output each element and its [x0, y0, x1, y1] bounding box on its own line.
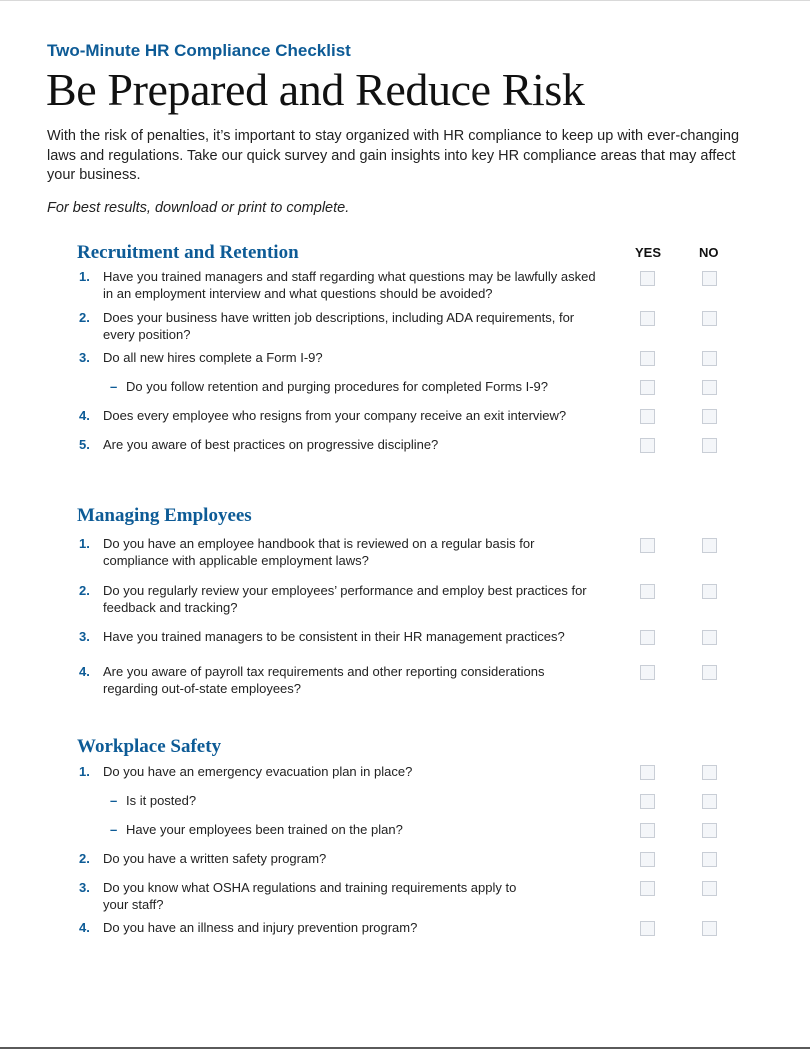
question-text: Do you follow retention and purging procedures for completed Forms I-9?	[126, 379, 548, 394]
yes-checkbox-managing-4[interactable]	[640, 665, 655, 680]
no-checkbox-safety-4[interactable]	[702, 921, 717, 936]
yes-checkbox-managing-3[interactable]	[640, 630, 655, 645]
intro-paragraph: With the risk of penalties, it’s important to stay organized with HR compliance to keep up with ever-changing laws and regulations. Take our quick survey and gain insights into key HR compliance areas that may affect your business.	[47, 128, 740, 184]
question-number: 3.	[79, 350, 90, 365]
question-safety-2	[79, 850, 599, 867]
no-checkbox-recruitment-3-sub[interactable]	[702, 380, 717, 395]
question-number: 5.	[79, 437, 90, 452]
section-title-recruitment: Recruitment and Retention	[77, 242, 299, 263]
page-title: Be Prepared and Reduce Risk	[46, 64, 585, 115]
question-recruitment-3-sub	[79, 378, 599, 395]
no-checkbox-recruitment-2[interactable]	[702, 311, 717, 326]
yes-checkbox-managing-2[interactable]	[640, 584, 655, 599]
question-text: Do you know what OSHA regulations and training requirements apply to your staff?	[103, 880, 517, 912]
question-text: Have you trained managers to be consistent in their HR management practices?	[103, 629, 565, 644]
no-checkbox-managing-3[interactable]	[702, 630, 717, 645]
question-text: Have you trained managers and staff regarding what questions may be lawfully asked in an employment interview and what questions should be avoided?	[103, 269, 596, 301]
question-text: Are you aware of payroll tax requirements and other reporting considerations regarding out-of-state employees?	[103, 664, 545, 696]
question-text: Do you have an emergency evacuation plan in place?	[103, 764, 413, 779]
no-checkbox-safety-2[interactable]	[702, 852, 717, 867]
question-number: 1.	[79, 764, 90, 779]
question-managing-2	[79, 582, 599, 616]
question-safety-3	[79, 879, 519, 913]
yes-column-header: YES	[635, 245, 662, 260]
question-number: 1.	[79, 269, 90, 284]
question-recruitment-2	[79, 309, 599, 343]
question-text: Is it posted?	[126, 793, 197, 808]
yes-checkbox-recruitment-3-sub[interactable]	[640, 380, 655, 395]
sub-question-dash: –	[110, 822, 118, 837]
no-checkbox-managing-4[interactable]	[702, 665, 717, 680]
question-managing-3	[79, 628, 599, 645]
no-checkbox-recruitment-3[interactable]	[702, 351, 717, 366]
yes-checkbox-recruitment-5[interactable]	[640, 438, 655, 453]
checklist-kicker: Two-Minute HR Compliance Checklist	[47, 41, 351, 60]
question-number: 3.	[79, 880, 90, 895]
yes-checkbox-recruitment-1[interactable]	[640, 271, 655, 286]
question-safety-1	[79, 763, 599, 780]
sub-question-dash: –	[110, 379, 118, 394]
no-checkbox-recruitment-5[interactable]	[702, 438, 717, 453]
question-number: 1.	[79, 536, 90, 551]
question-number: 2.	[79, 583, 90, 598]
question-text: Do you have a written safety program?	[103, 851, 327, 866]
no-checkbox-safety-3[interactable]	[702, 881, 717, 896]
section-title-managing: Managing Employees	[77, 505, 252, 526]
question-safety-1-sub-trained	[79, 821, 599, 838]
yes-checkbox-recruitment-2[interactable]	[640, 311, 655, 326]
question-recruitment-4	[79, 407, 599, 424]
question-number: 4.	[79, 408, 90, 423]
yes-checkbox-safety-3[interactable]	[640, 881, 655, 896]
question-number: 2.	[79, 310, 90, 325]
question-recruitment-1	[79, 268, 599, 302]
question-text: Do you have an employee handbook that is reviewed on a regular basis for compliance with applicable employment laws?	[103, 536, 535, 568]
top-rule	[0, 0, 810, 1]
question-text: Do you regularly review your employees’ performance and employ best practices for feedback and tracking?	[103, 583, 587, 615]
question-text: Have your employees been trained on the plan?	[126, 822, 403, 837]
no-checkbox-safety-1-sub-posted[interactable]	[702, 794, 717, 809]
no-checkbox-managing-1[interactable]	[702, 538, 717, 553]
question-number: 4.	[79, 920, 90, 935]
question-text: Does every employee who resigns from your company receive an exit interview?	[103, 408, 567, 423]
question-managing-4	[79, 663, 599, 697]
sub-question-dash: –	[110, 793, 118, 808]
question-safety-1-sub-posted	[79, 792, 599, 809]
instruction-note: For best results, download or print to complete.	[47, 200, 350, 216]
question-text: Do you have an illness and injury prevention program?	[103, 920, 418, 935]
yes-checkbox-safety-1[interactable]	[640, 765, 655, 780]
question-managing-1	[79, 535, 599, 569]
no-checkbox-safety-1[interactable]	[702, 765, 717, 780]
yes-checkbox-recruitment-3[interactable]	[640, 351, 655, 366]
no-checkbox-managing-2[interactable]	[702, 584, 717, 599]
question-number: 3.	[79, 629, 90, 644]
question-number: 2.	[79, 851, 90, 866]
question-recruitment-3	[79, 349, 599, 366]
question-safety-4	[79, 919, 599, 936]
yes-checkbox-safety-1-sub-posted[interactable]	[640, 794, 655, 809]
no-checkbox-safety-1-sub-trained[interactable]	[702, 823, 717, 838]
yes-checkbox-safety-4[interactable]	[640, 921, 655, 936]
section-title-safety: Workplace Safety	[77, 736, 222, 757]
no-checkbox-recruitment-4[interactable]	[702, 409, 717, 424]
question-text: Does your business have written job descriptions, including ADA requirements, for every position?	[103, 310, 575, 342]
question-text: Are you aware of best practices on progressive discipline?	[103, 437, 439, 452]
yes-checkbox-recruitment-4[interactable]	[640, 409, 655, 424]
no-column-header: NO	[699, 245, 719, 260]
yes-checkbox-safety-2[interactable]	[640, 852, 655, 867]
no-checkbox-recruitment-1[interactable]	[702, 271, 717, 286]
bottom-rule	[0, 1047, 810, 1049]
yes-checkbox-safety-1-sub-trained[interactable]	[640, 823, 655, 838]
question-text: Do all new hires complete a Form I-9?	[103, 350, 323, 365]
question-number: 4.	[79, 664, 90, 679]
question-recruitment-5	[79, 436, 599, 453]
yes-checkbox-managing-1[interactable]	[640, 538, 655, 553]
